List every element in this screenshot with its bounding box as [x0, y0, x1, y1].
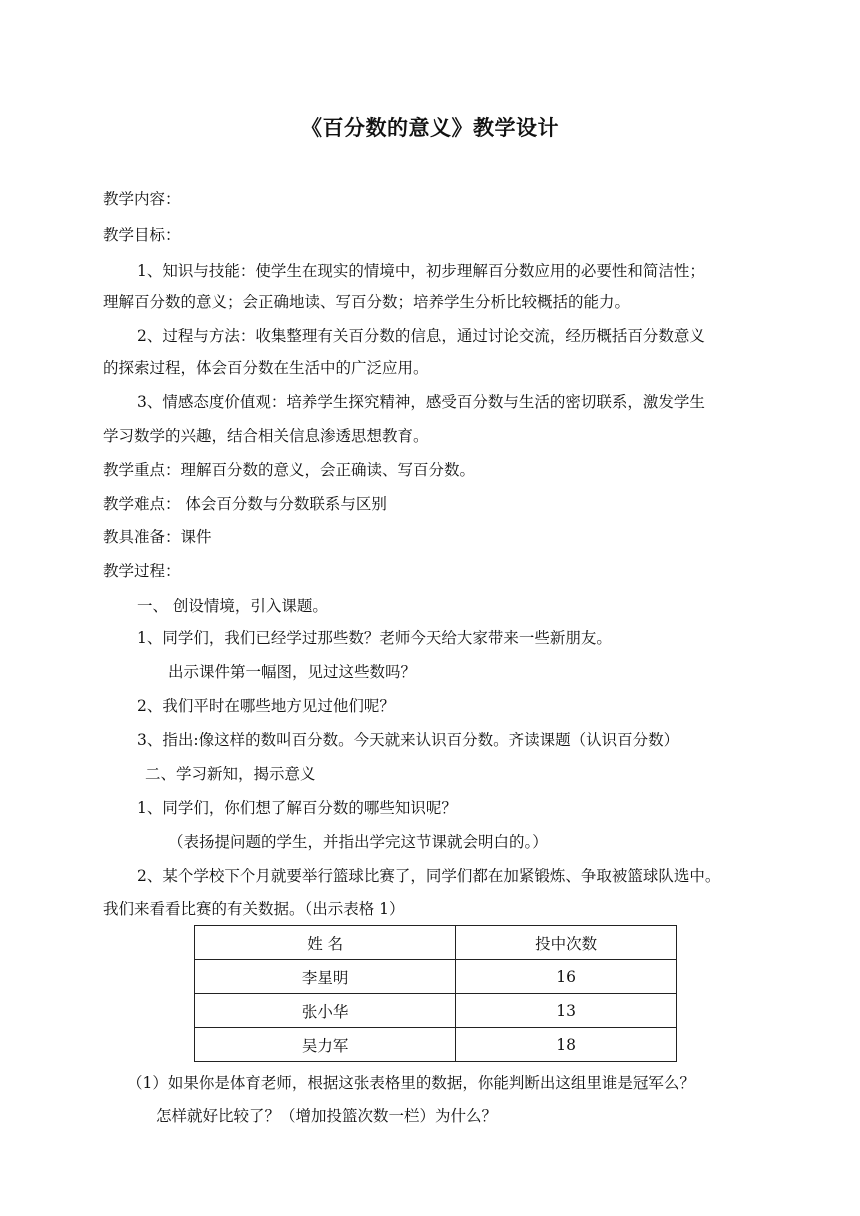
text-line: （表扬提问题的学生，并指出学完这节课就会明白的。） [168, 833, 548, 851]
text-line: 学习数学的兴趣，结合相关信息渗透思想教育。 [103, 427, 429, 445]
cell-name: 李星明 [195, 960, 456, 994]
text-line: 出示课件第一幅图，见过这些数吗？ [168, 663, 417, 681]
text-line: 教学过程： [103, 562, 181, 580]
table-row [195, 1028, 677, 1062]
text-line: 2、过程与方法：收集整理有关百分数的信息，通过讨论交流，经历概括百分数意义 [137, 327, 705, 345]
cell-shots: 18 [456, 1028, 677, 1062]
text-line: 1、同学们，你们想了解百分数的哪些知识呢？ [137, 799, 457, 817]
table-row [195, 960, 677, 994]
text-line: 教学难点： 体会百分数与分数联系与区别 [103, 495, 387, 513]
text-line: 教学重点：理解百分数的意义，会正确读、写百分数。 [103, 461, 476, 479]
text-line: 3、指出:像这样的数叫百分数。今天就来认识百分数。齐读课题（认识百分数） [137, 731, 680, 749]
data-table [194, 925, 677, 1062]
cell-name: 吴力军 [195, 1028, 456, 1062]
table-header-row [195, 926, 677, 960]
text-line: 教学内容： [103, 190, 181, 208]
cell-name: 张小华 [195, 994, 456, 1028]
table-row [195, 994, 677, 1028]
cell-shots: 16 [456, 960, 677, 994]
cell-shots: 13 [456, 994, 677, 1028]
text-line: 2、我们平时在哪些地方见过他们呢？ [137, 697, 395, 715]
text-line: 2、某个学校下个月就要举行篮球比赛了，同学们都在加紧锻炼、争取被篮球队选中。 [137, 867, 721, 885]
text-line: 1、同学们，我们已经学过那些数？老师今天给大家带来一些新朋友。 [137, 629, 612, 647]
header-shots: 投中次数 [456, 926, 677, 960]
question-line: 怎样就好比较了？（增加投篮次数一栏）为什么？ [156, 1107, 498, 1125]
section-heading: 二、学习新知，揭示意义 [145, 765, 316, 783]
section-heading: 一、 创设情境，引入课题。 [137, 597, 328, 615]
text-line: 教学目标： [103, 226, 181, 244]
question-line: （1）如果你是体育老师，根据这张表格里的数据，你能判断出这组里谁是冠军么？ [127, 1074, 695, 1092]
text-line: 3、情感态度价值观：培养学生探究精神，感受百分数与生活的密切联系，激发学生 [137, 393, 705, 411]
header-name: 姓 名 [195, 926, 456, 960]
text-line: 1、知识与技能：使学生在现实的情境中，初步理解百分数应用的必要性和简洁性； [137, 262, 705, 280]
text-line: 的探索过程，体会百分数在生活中的广泛应用。 [103, 359, 429, 377]
text-line: 理解百分数的意义；会正确地读、写百分数；培养学生分析比较概括的能力。 [103, 293, 631, 311]
text-line: 教具准备：课件 [103, 528, 212, 546]
text-line: 我们来看看比赛的有关数据。（出示表格 1） [103, 900, 405, 918]
document-title: 《百分数的意义》教学设计 [301, 116, 559, 140]
